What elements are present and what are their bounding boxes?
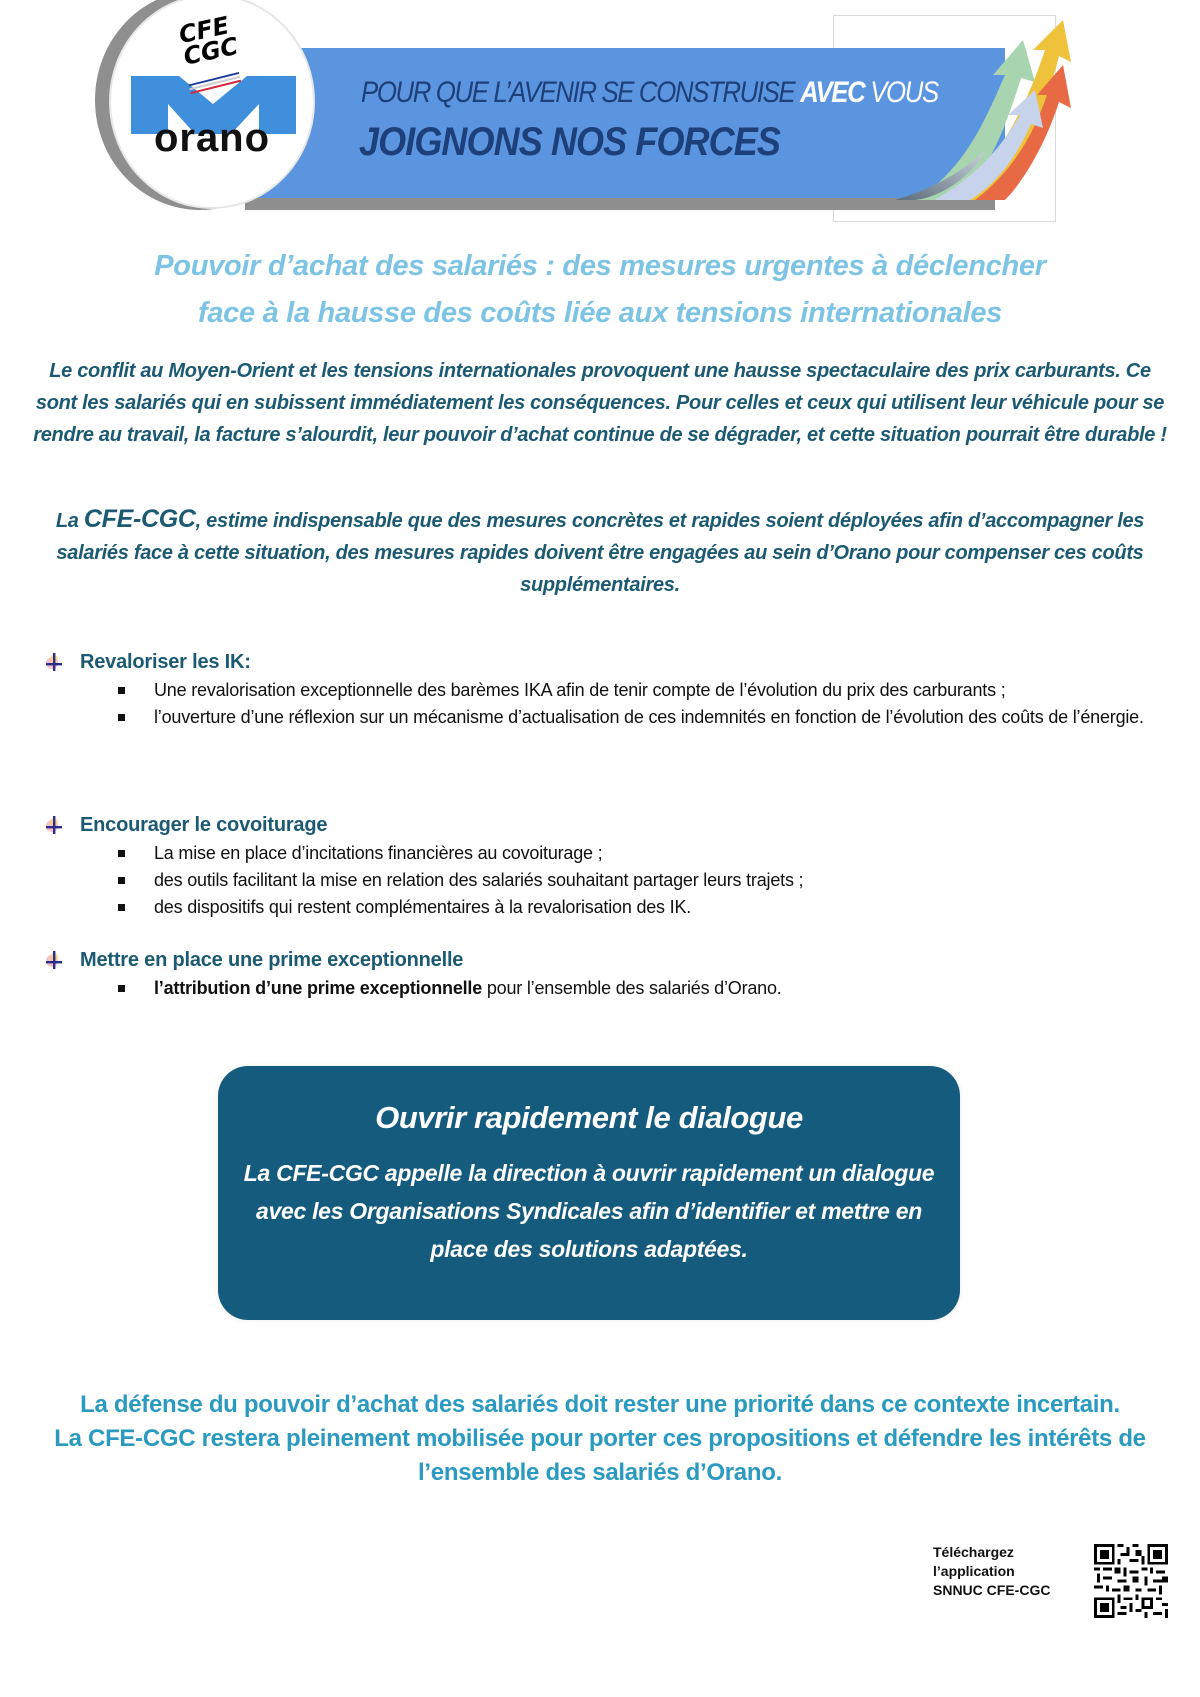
- section-prime-exceptionnelle: [40, 945, 1180, 1002]
- bullet-list: [118, 677, 1180, 731]
- header-banner: [95, 0, 1065, 225]
- square-bullet-icon: [118, 877, 125, 884]
- list-item: [118, 867, 1180, 894]
- cross-bullet-icon: [42, 813, 70, 837]
- section-revaloriser-ik: [40, 647, 1180, 731]
- slogan-avec: AVEC: [800, 76, 865, 109]
- square-bullet-icon: [118, 687, 125, 694]
- list-item: [118, 975, 1180, 1002]
- slogan-vous: VOUS: [864, 76, 938, 109]
- list-item-text: La mise en place d’incitations financières au covoiturage ;: [154, 843, 603, 863]
- square-bullet-icon: [118, 714, 125, 721]
- qr-code-icon[interactable]: [1094, 1544, 1168, 1618]
- position-paragraph: [30, 503, 1170, 601]
- list-item-text: des dispositifs qui restent complémentaires à la revalorisation des IK.: [154, 897, 692, 917]
- cross-bullet-icon: [42, 650, 70, 674]
- list-item-emphasis: l’attribution d’une prime exceptionnelle: [154, 978, 483, 998]
- square-bullet-icon: [118, 985, 125, 992]
- download-line2: l’application: [933, 1563, 1015, 1579]
- slogan-line2: JOIGNONS NOS FORCES: [359, 120, 780, 164]
- square-bullet-icon: [118, 904, 125, 911]
- download-line1: Téléchargez: [933, 1544, 1014, 1560]
- bullet-list: [118, 840, 1180, 921]
- cfe-cgc-orano-logo: [109, 0, 315, 209]
- list-item: [118, 894, 1180, 921]
- position-prefix: La: [55, 510, 84, 532]
- list-item-text: l’ouverture d’une réflexion sur un mécanisme d’actualisation de ces indemnités en fonction de l’évolution des coûts de l’énergie.: [154, 707, 1144, 727]
- position-text: , estime indispensable que des mesures concrètes et rapides soient déployées afin d’accompagner les salariés face à cette situation, des mesures rapides doivent être engagées au sein d’Orano pour compenser ces coûts supplémentaires.: [56, 510, 1145, 596]
- list-item: [118, 704, 1180, 731]
- dialogue-callout-box: [218, 1066, 960, 1320]
- title-line2: face à la hausse des coûts liée aux tensions internationales: [198, 297, 1002, 329]
- closing-line2: La CFE-CGC restera pleinement mobilisée pour porter ces propositions et défendre les intérêts de l’ensemble des salariés d’Orano.: [54, 1425, 1146, 1486]
- closing-line1: La défense du pouvoir d’achat des salariés doit rester une priorité dans ce contexte incertain.: [80, 1391, 1120, 1418]
- download-line3: SNNUC CFE-CGC: [933, 1582, 1051, 1598]
- section-covoiturage: [40, 810, 1180, 921]
- org-name: CFE-CGC: [83, 505, 196, 533]
- page-title: [40, 243, 1160, 337]
- section-title: Revaloriser les IK:: [80, 650, 251, 673]
- logo-cfe-cgc-text: CFE CGC: [176, 11, 241, 71]
- slogan-text: POUR QUE L’AVENIR SE CONSTRUISE: [361, 76, 801, 109]
- callout-title: Ouvrir rapidement le dialogue: [375, 1100, 803, 1135]
- list-item-text: Une revalorisation exceptionnelle des barèmes IKA afin de tenir compte de l’évolution du prix des carburants ;: [154, 680, 1006, 700]
- list-item: [118, 677, 1180, 704]
- list-item-text: des outils facilitant la mise en relation des salariés souhaitant partager leurs trajets ;: [154, 870, 804, 890]
- list-item-text: pour l’ensemble des salariés d’Orano.: [482, 978, 782, 998]
- closing-statement: [30, 1388, 1170, 1490]
- list-item: [118, 840, 1180, 867]
- logo-orano-text: orano: [153, 116, 271, 160]
- cross-bullet-icon: [42, 948, 70, 972]
- slogan-line1: [361, 76, 938, 110]
- square-bullet-icon: [118, 850, 125, 857]
- title-line1: Pouvoir d’achat des salariés : des mesures urgentes à déclencher: [154, 250, 1046, 282]
- rising-arrows-icon: [875, 20, 1075, 200]
- callout-body: La CFE-CGC appelle la direction à ouvrir rapidement un dialogue avec les Organisations Syndicales afin d’identifier et mettre en place des solutions adaptées.: [243, 1160, 935, 1262]
- section-title: Mettre en place une prime exceptionnelle: [80, 948, 464, 971]
- app-download-note: [933, 1543, 1050, 1600]
- intro-paragraph: Le conflit au Moyen-Orient et les tensions internationales provoquent une hausse spectaculaire des prix carburants. Ce sont les salariés qui en subissent immédiatement les conséquences. Pour celles et ceux qui utilisent leur véhicule pour se rendre au travail, la facture s’alourdit, leur pouvoir d’achat continue de se dégrader, et cette situation pourrait être durable !: [33, 360, 1167, 446]
- bullet-list: [118, 975, 1180, 1002]
- section-title: Encourager le covoiturage: [80, 813, 328, 836]
